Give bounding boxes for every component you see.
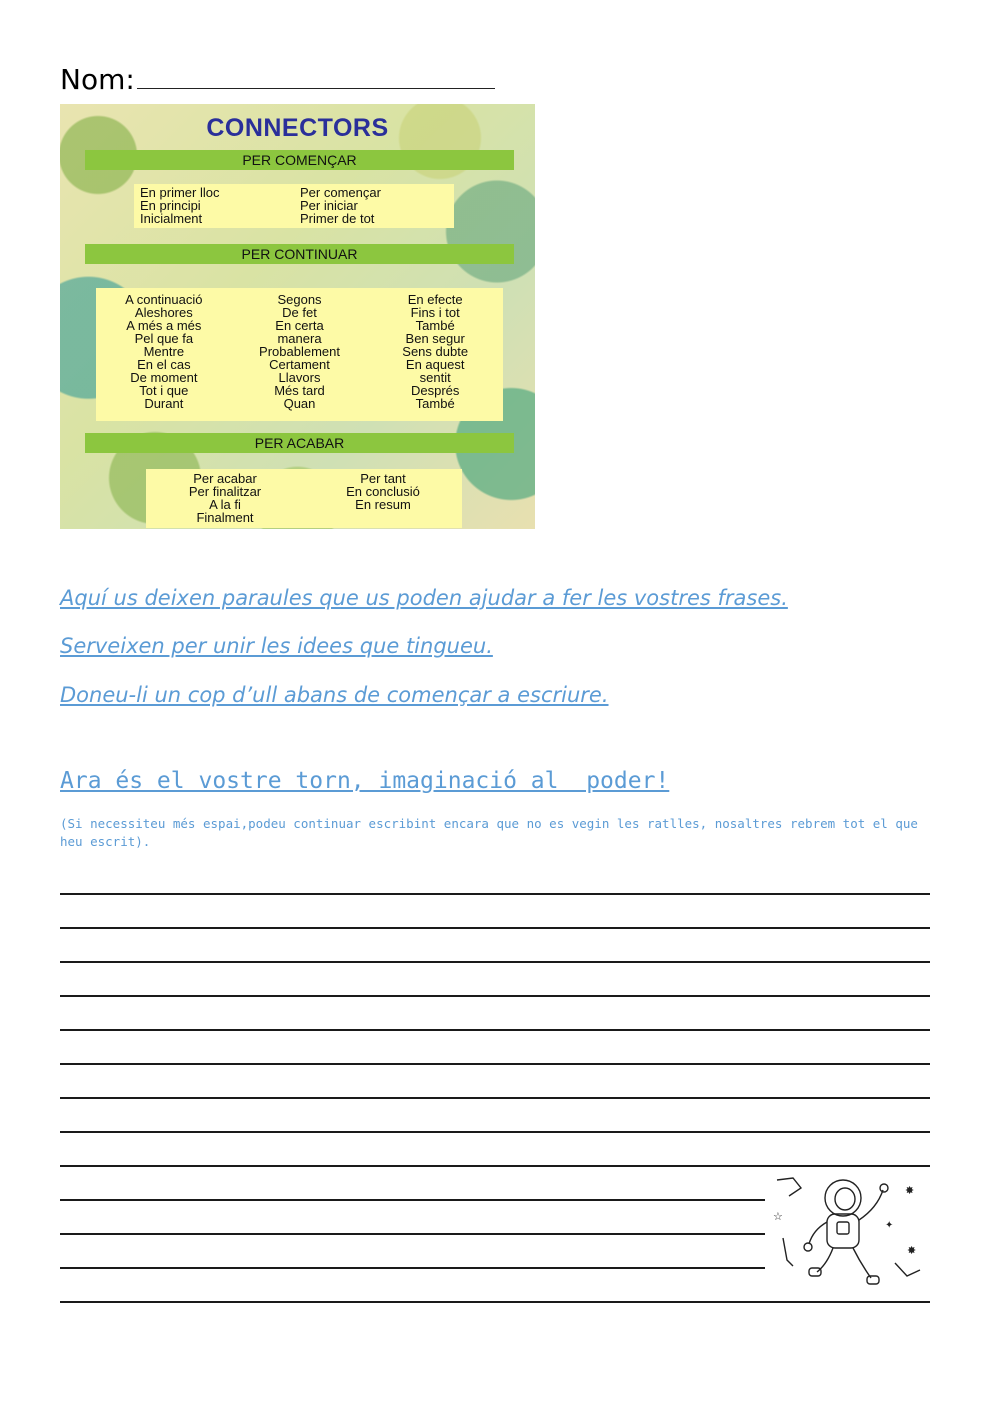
connector-word: Ben segur	[405, 331, 465, 346]
connector-word: En conclusió	[346, 484, 420, 499]
continue-col-3	[367, 293, 503, 421]
writing-line[interactable]	[60, 1199, 765, 1201]
heading-per-acabar: PER ACABAR	[85, 433, 514, 453]
writing-line[interactable]	[60, 927, 930, 929]
connectors-chart	[60, 104, 535, 529]
connector-word: En efecte	[407, 292, 463, 307]
writing-line[interactable]	[60, 1097, 930, 1099]
name-underline[interactable]	[137, 62, 495, 89]
writing-line[interactable]	[60, 1063, 930, 1065]
connector-word: Quan	[283, 396, 316, 411]
writing-line[interactable]	[60, 1165, 930, 1167]
start-col-2	[294, 186, 454, 228]
connector-word: Per tant	[360, 471, 406, 486]
connector-word: Llavors	[278, 370, 321, 385]
connector-word: Mentre	[143, 344, 185, 359]
connector-word: Fins i tot	[410, 305, 460, 320]
turn-heading: Ara és el vostre torn, imaginació al poder!	[60, 768, 670, 794]
connector-word: Aleshores	[134, 305, 193, 320]
writing-line[interactable]	[60, 1131, 930, 1133]
connector-word: A la fi	[209, 497, 241, 512]
svg-text:✸: ✸	[907, 1244, 917, 1257]
connector-word: A més a més	[126, 318, 202, 333]
connector-word: En primer lloc	[140, 185, 220, 200]
connector-word: Inicialment	[140, 211, 203, 226]
instruction-line-2: Serveixen per unir les idees que tingueu.	[60, 634, 493, 658]
heading-per-continuar: PER CONTINUAR	[85, 244, 514, 264]
connector-word: Tot i que	[139, 383, 189, 398]
start-col-1	[134, 186, 294, 228]
connector-word: En certa	[275, 318, 324, 333]
connector-word: Després	[410, 383, 460, 398]
instruction-line-3: Doneu-li un cop d’ull abans de començar a escriure.	[60, 683, 609, 707]
connector-word: En el cas	[137, 357, 191, 372]
connector-word: Més tard	[274, 383, 325, 398]
svg-text:✦: ✦	[885, 1220, 894, 1231]
svg-text:✸: ✸	[905, 1184, 915, 1197]
writing-line[interactable]	[60, 1301, 930, 1303]
end-col-1	[146, 472, 304, 528]
connector-word: A continuació	[125, 292, 203, 307]
box-per-comencar	[134, 184, 454, 228]
heading-per-comencar: PER COMENÇAR	[85, 150, 514, 170]
continue-col-1	[96, 293, 232, 421]
box-per-continuar	[96, 288, 503, 421]
connector-word: Per començar	[300, 185, 381, 200]
writing-line[interactable]	[60, 893, 930, 895]
name-label: Nom:	[60, 63, 135, 96]
connector-word: Primer de tot	[300, 211, 375, 226]
box-per-acabar	[146, 469, 462, 528]
connector-word: En resum	[355, 497, 411, 512]
connector-word: També	[415, 318, 455, 333]
writing-line[interactable]	[60, 961, 930, 963]
writing-line[interactable]	[60, 995, 930, 997]
svg-text:☆: ☆	[773, 1210, 783, 1223]
space-note: (Si necessiteu més espai,podeu continuar escribint encara que no es vegin les ratlles, nosaltres rebrem tot el que heu escrit).	[60, 816, 918, 849]
astronaut-icon	[765, 1168, 930, 1293]
connector-word: També	[415, 396, 455, 411]
writing-line[interactable]	[60, 1267, 765, 1269]
connector-word: En principi	[140, 198, 201, 213]
connector-word: Sens dubte	[402, 344, 469, 359]
connector-word: Segons	[277, 292, 322, 307]
connector-word: De moment	[130, 370, 198, 385]
connector-word: Per finalitzar	[188, 484, 262, 499]
connector-word: En aquest	[405, 357, 465, 372]
connector-word: Pel que fa	[134, 331, 194, 346]
connector-word: Per iniciar	[300, 198, 358, 213]
continue-col-2	[232, 293, 368, 421]
end-col-2	[304, 472, 462, 528]
name-field	[60, 62, 495, 96]
connector-word: manera	[277, 331, 322, 346]
writing-line[interactable]	[60, 1233, 765, 1235]
instruction-line-1: Aquí us deixen paraules que us poden ajudar a fer les vostres frases.	[60, 586, 788, 610]
connector-word: Finalment	[196, 510, 254, 525]
connector-word: Certament	[269, 357, 330, 372]
connector-word: sentit	[419, 370, 451, 385]
connector-word: Probablement	[259, 344, 340, 359]
connector-word: Durant	[144, 396, 184, 411]
connector-word: Per acabar	[193, 471, 257, 486]
writing-line[interactable]	[60, 1029, 930, 1031]
connectors-title: CONNECTORS	[206, 114, 389, 142]
connector-word: De fet	[282, 305, 317, 320]
